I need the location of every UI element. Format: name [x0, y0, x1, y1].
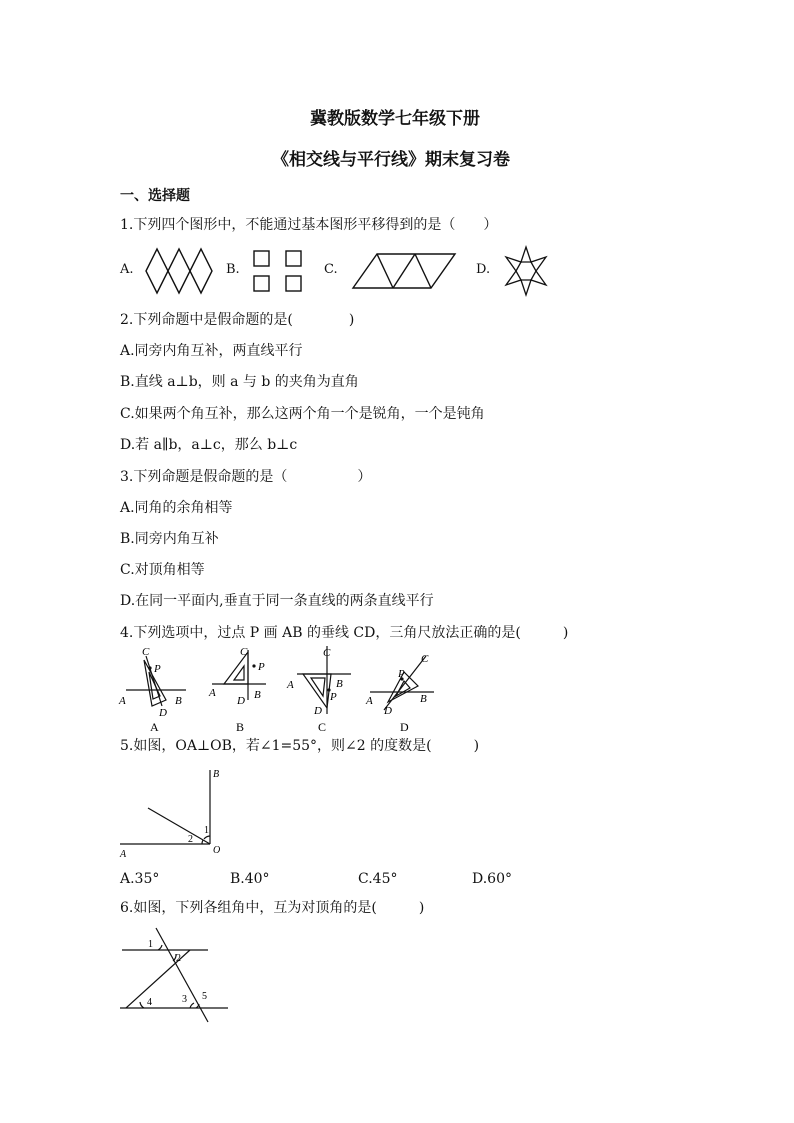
q5-option-d: D.60° — [472, 871, 512, 887]
q5-option-c: C.45° — [358, 871, 398, 887]
q4d-label-p: P — [398, 668, 405, 680]
q1-option-d-label: D. — [476, 262, 491, 277]
q4b-label-c: C — [240, 646, 248, 658]
q1-figure-a-rhombuses — [140, 245, 220, 297]
q4a-label-c: C — [142, 646, 150, 658]
q3-option-c: C.对顶角相等 — [120, 562, 205, 578]
question-5-stem: 5.如图，OA⊥OB，若∠1=55°，则∠2 的度数是( ) — [120, 738, 480, 754]
q3-option-d: D.在同一平面内,垂直于同一条直线的两条直线平行 — [120, 593, 434, 609]
q4c-caption: C — [318, 720, 327, 734]
q4b-label-b: B — [254, 689, 261, 701]
question-2-stem: 2.下列命题中是假命题的是( ) — [120, 312, 355, 328]
q4b-label-p: P — [258, 661, 265, 673]
q5-label-a: A — [120, 849, 127, 860]
question-1-stem: 1.下列四个图形中，不能通过基本图形平移得到的是（ ） — [120, 217, 498, 233]
q4-figure-b — [204, 642, 282, 734]
q5-option-b: B.40° — [230, 871, 270, 887]
q3-option-b: B.同旁内角互补 — [120, 531, 219, 547]
q1-figure-c-parallelogram — [345, 248, 463, 294]
q1-option-b-label: B. — [226, 262, 240, 277]
q4a-label-p: P — [154, 663, 161, 675]
q4c-label-d: D — [314, 705, 322, 717]
q4a-caption: A — [150, 720, 159, 734]
q4c-label-c: C — [323, 647, 331, 659]
q1-figure-d-star — [498, 244, 554, 298]
q4-figure-a — [118, 642, 196, 734]
q4b-label-d: D — [237, 695, 245, 707]
question-4-stem: 4.下列选项中，过点 P 画 AB 的垂线 CD，三角尺放法正确的是( ) — [120, 625, 569, 641]
q3-option-a: A.同角的余角相等 — [120, 500, 233, 516]
q2-option-a: A.同旁内角互补，两直线平行 — [120, 343, 303, 359]
q4b-label-a: A — [209, 687, 216, 699]
q4b-caption: B — [236, 720, 245, 734]
q4d-label-a: A — [366, 695, 373, 707]
q4d-label-b: B — [420, 693, 427, 705]
section-title: 一、选择题 — [120, 188, 190, 204]
q4c-label-b: B — [336, 678, 343, 690]
q4c-label-p: P — [330, 691, 337, 703]
q5-option-a: A.35° — [120, 871, 160, 887]
q4d-label-c: C — [421, 653, 429, 665]
q4d-caption: D — [400, 720, 409, 734]
q4a-label-a: A — [119, 695, 126, 707]
question-3-stem: 3.下列命题是假命题的是（ ） — [120, 469, 372, 485]
q4-figure-c — [283, 642, 363, 734]
q2-option-b: B.直线 a⊥b，则 a 与 b 的夹角为直角 — [120, 374, 359, 390]
question-6-stem: 6.如图，下列各组角中，互为对顶角的是( ) — [120, 900, 425, 916]
q6-figure — [116, 924, 234, 1024]
q1-option-a-label: A. — [120, 262, 134, 277]
q1-option-c-label: C. — [324, 262, 338, 277]
q6-label-5: 5 — [202, 991, 207, 1002]
page-subtitle: 《相交线与平行线》期末复习卷 — [272, 150, 510, 170]
q1-figure-b-squares — [248, 246, 308, 296]
q4d-label-d: D — [384, 705, 392, 717]
q4-figure-d — [364, 642, 446, 734]
q5-label-o: O — [213, 845, 221, 856]
q6-label-4: 4 — [147, 997, 152, 1008]
q4c-label-a: A — [287, 679, 294, 691]
q6-label-1: 1 — [148, 939, 153, 950]
q6-label-3: 3 — [182, 994, 187, 1005]
page-title: 冀教版数学七年级下册 — [310, 109, 480, 129]
q5-figure — [116, 762, 228, 860]
q2-option-d: D.若 a∥b，a⊥c，那么 b⊥c — [120, 437, 298, 453]
q4a-label-d: D — [159, 707, 167, 719]
q5-label-2: 2 — [188, 834, 193, 845]
q5-label-b: B — [213, 769, 220, 780]
q4a-label-b: B — [175, 695, 182, 707]
q2-option-c: C.如果两个角互补，那么这两个角一个是锐角，一个是钝角 — [120, 406, 485, 422]
q5-label-1: 1 — [204, 825, 209, 836]
q6-label-2: 2 — [176, 953, 181, 964]
